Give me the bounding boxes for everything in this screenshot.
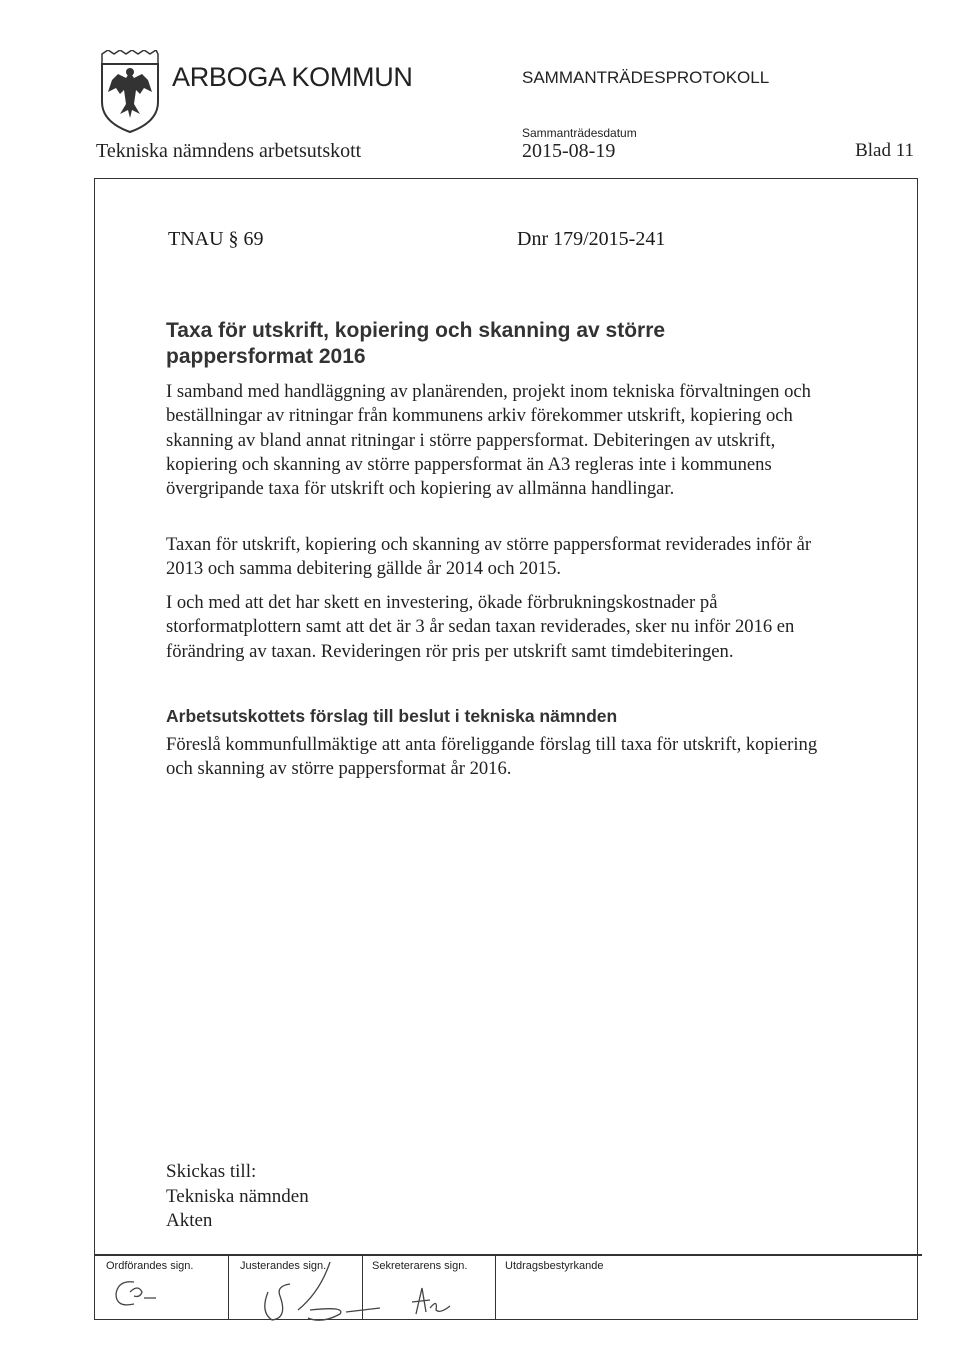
page-number: Blad 11 xyxy=(855,140,914,161)
chair-sign-label: Ordförandes sign. xyxy=(106,1260,194,1272)
footer-column-divider xyxy=(495,1256,496,1320)
body-paragraph: Taxan för utskrift, kopiering och skanning av större pappersformat reviderades inför år 2013 och samma debitering gällde år 2014 och 2015. xyxy=(166,534,812,580)
document-type: SAMMANTRÄDESPROTOKOLL xyxy=(522,68,770,87)
adjuster-sign-label: Justerandes sign. xyxy=(240,1260,327,1272)
coat-of-arms-logo xyxy=(98,50,162,134)
distribution-recipient: Tekniska nämnden xyxy=(166,1185,309,1207)
proposal-heading: Arbetsutskottets förslag till beslut i tekniska nämnden xyxy=(166,706,618,726)
secretary-sign-label: Sekreterarens sign. xyxy=(372,1260,468,1272)
municipality-name: ARBOGA KOMMUN xyxy=(172,62,413,92)
date-label: Sammanträdesdatum xyxy=(522,126,637,140)
secretary-signature xyxy=(404,1284,454,1318)
distribution-label: Skickas till: xyxy=(166,1161,257,1182)
proposal-text: Föreslå kommunfullmäktige att anta föreliggande förslag till taxa för utskrift, kopiering och skanning av större pappersformat år 2016. xyxy=(166,734,818,780)
section-id: TNAU § 69 xyxy=(168,228,264,250)
adjuster-signature xyxy=(250,1252,390,1326)
meeting-date: 2015-08-19 xyxy=(522,140,616,162)
distribution-recipient: Akten xyxy=(166,1210,213,1231)
footer-column-divider xyxy=(228,1256,229,1320)
body-paragraph: I och med att det har skett en investering, ökade förbrukningskostnader på storformatplottern samt att det är 3 år sedan taxan reviderades, sker nu inför 2016 en förändring av taxan. Revideringen rör pris per utskrift samt timdebiteringen. xyxy=(166,592,795,662)
case-number: Dnr 179/2015-241 xyxy=(517,228,666,250)
committee-name: Tekniska nämndens arbetsutskott xyxy=(96,140,362,162)
footer-divider xyxy=(94,1254,922,1256)
distribution-list xyxy=(166,1160,309,1234)
body-paragraph: I samband med handläggning av planärenden, projekt inom tekniska förvaltningen och beställningar av ritningar från kommunens arkiv förekommer utskrift, kopiering och skanning av bland annat ritningar i större pappersformat. Debiteringen av utskrift, kopiering och skanning av större pappersformat än A3 regleras inte i kommunens övergripande taxa för utskrift och kopiering av allmänna handlingar. xyxy=(166,381,811,500)
extract-certified-label: Utdragsbestyrkande xyxy=(505,1260,604,1272)
case-title: Taxa för utskrift, kopiering och skanning av större pappersformat 2016 xyxy=(166,319,666,368)
chair-signature xyxy=(104,1274,184,1314)
